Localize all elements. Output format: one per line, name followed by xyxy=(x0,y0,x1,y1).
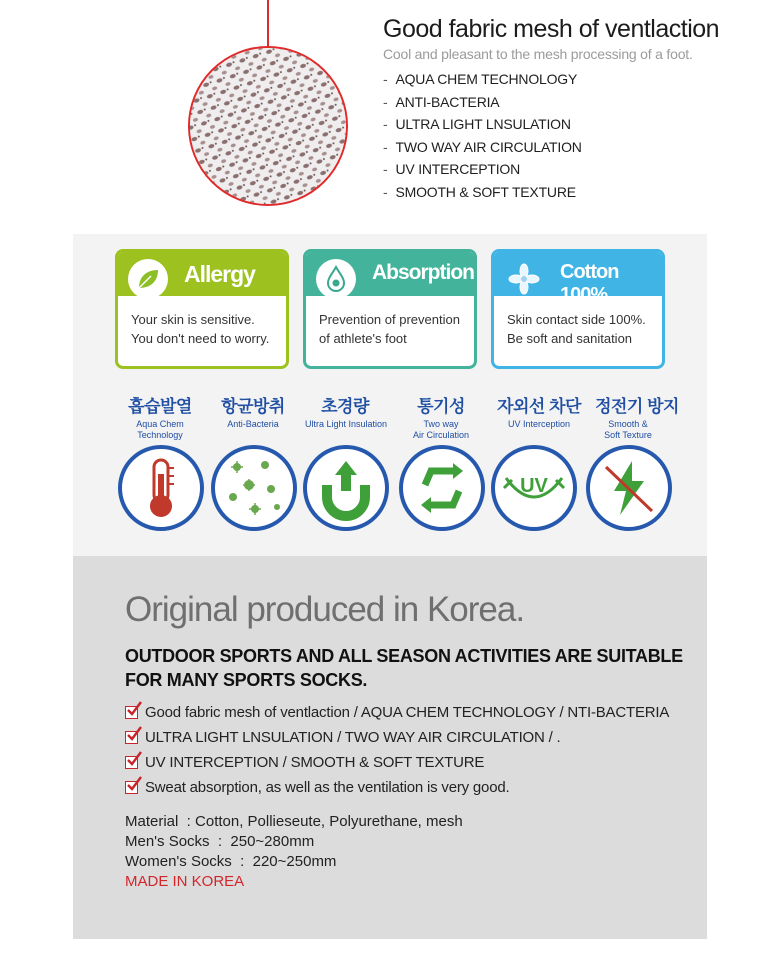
card-text: of athlete's foot xyxy=(319,331,407,346)
cotton-flower-icon xyxy=(504,259,544,299)
check-item: Good fabric mesh of ventlaction / AQUA CHEM TECHNOLOGY / NTI-BACTERIA xyxy=(125,700,669,725)
svg-text:UV: UV xyxy=(520,475,548,497)
check-item: ULTRA LIGHT LNSULATION / TWO WAY AIR CIRCULATION / . xyxy=(125,725,669,750)
material-text: Material : Cotton, Pollieseute, Polyurethane, mesh xyxy=(125,813,463,830)
card-title: Cotton 100% xyxy=(560,261,619,306)
cotton-card xyxy=(491,249,665,369)
bacteria-icon xyxy=(211,445,297,531)
spec-block xyxy=(125,812,463,892)
product-info-section xyxy=(73,556,707,939)
checkbox-icon xyxy=(125,731,138,744)
function-title: 자외선 차단 xyxy=(497,397,581,416)
u-arrow-icon xyxy=(303,445,389,531)
mesh-description xyxy=(383,14,763,203)
mesh-fabric-closeup xyxy=(188,46,348,206)
card-text: Your skin is sensitive. xyxy=(131,312,255,327)
anti-static-icon xyxy=(586,445,672,531)
function-title: 통기성 xyxy=(417,397,465,416)
absorption-card xyxy=(303,249,477,369)
function-subtitle: UV Interception xyxy=(507,419,571,429)
checkbox-icon xyxy=(125,756,138,769)
mens-size-text: Men's Socks : 250~280mm xyxy=(125,833,315,850)
card-text: You don't need to worry. xyxy=(131,331,270,346)
checkbox-icon xyxy=(125,706,138,719)
function-title: 초경량 xyxy=(321,397,369,416)
water-drop-icon xyxy=(316,259,356,299)
suitability-heading: OUTDOOR SPORTS AND ALL SEASON ACTIVITIES ARE SUITABLE FOR MANY SPORTS SOCKS. xyxy=(125,646,683,690)
allergy-card xyxy=(115,249,289,369)
origin-heading: Original produced in Korea. xyxy=(125,590,525,629)
check-list xyxy=(125,700,669,800)
uv-icon xyxy=(491,445,577,531)
feature-item: - UV INTERCEPTION xyxy=(383,161,521,177)
function-title: 정전기 방지 xyxy=(595,397,679,416)
function-subtitle: Ultra Light Insulation xyxy=(304,419,388,429)
mesh-title: Good fabric mesh of ventlaction xyxy=(383,15,720,43)
function-title: 흡습발열 xyxy=(128,397,192,416)
thermometer-icon xyxy=(118,445,204,531)
feature-panel xyxy=(73,234,707,556)
feature-item: - TWO WAY AIR CIRCULATION xyxy=(383,138,582,155)
feature-item: - ANTI-BACTERIA xyxy=(383,93,500,110)
feature-item: - AQUA CHEM TECHNOLOGY xyxy=(383,71,578,87)
card-text: Prevention of prevention xyxy=(319,312,460,327)
card-text: Skin contact side 100%. xyxy=(507,312,646,327)
check-item: Sweat absorption, as well as the ventilation is very good. xyxy=(125,775,669,800)
leaf-icon xyxy=(128,259,168,299)
check-item: UV INTERCEPTION / SMOOTH & SOFT TEXTURE xyxy=(125,750,669,775)
feature-item: - SMOOTH & SOFT TEXTURE xyxy=(383,183,576,200)
feature-list xyxy=(383,68,763,203)
red-connector-line xyxy=(267,0,269,48)
function-subtitle: Aqua Chem Technology xyxy=(136,419,184,440)
function-subtitle: Two way Air Circulation xyxy=(412,419,470,440)
feature-item: - ULTRA LIGHT LNSULATION xyxy=(383,116,571,132)
card-title: Allergy xyxy=(184,261,255,287)
made-in-text: MADE IN KOREA xyxy=(125,873,245,890)
card-text: Be soft and sanitation xyxy=(507,331,633,346)
mesh-subtitle: Cool and pleasant to the mesh processing of a foot. xyxy=(383,46,693,62)
function-subtitle: Anti-Bacteria xyxy=(227,419,279,429)
function-title: 항균방취 xyxy=(221,397,285,416)
womens-size-text: Women's Socks : 220~250mm xyxy=(125,853,337,870)
function-subtitle: Smooth & Soft Texture xyxy=(604,419,652,440)
checkbox-icon xyxy=(125,781,138,794)
circulation-icon xyxy=(399,445,485,531)
card-title: Absorption xyxy=(372,261,474,284)
